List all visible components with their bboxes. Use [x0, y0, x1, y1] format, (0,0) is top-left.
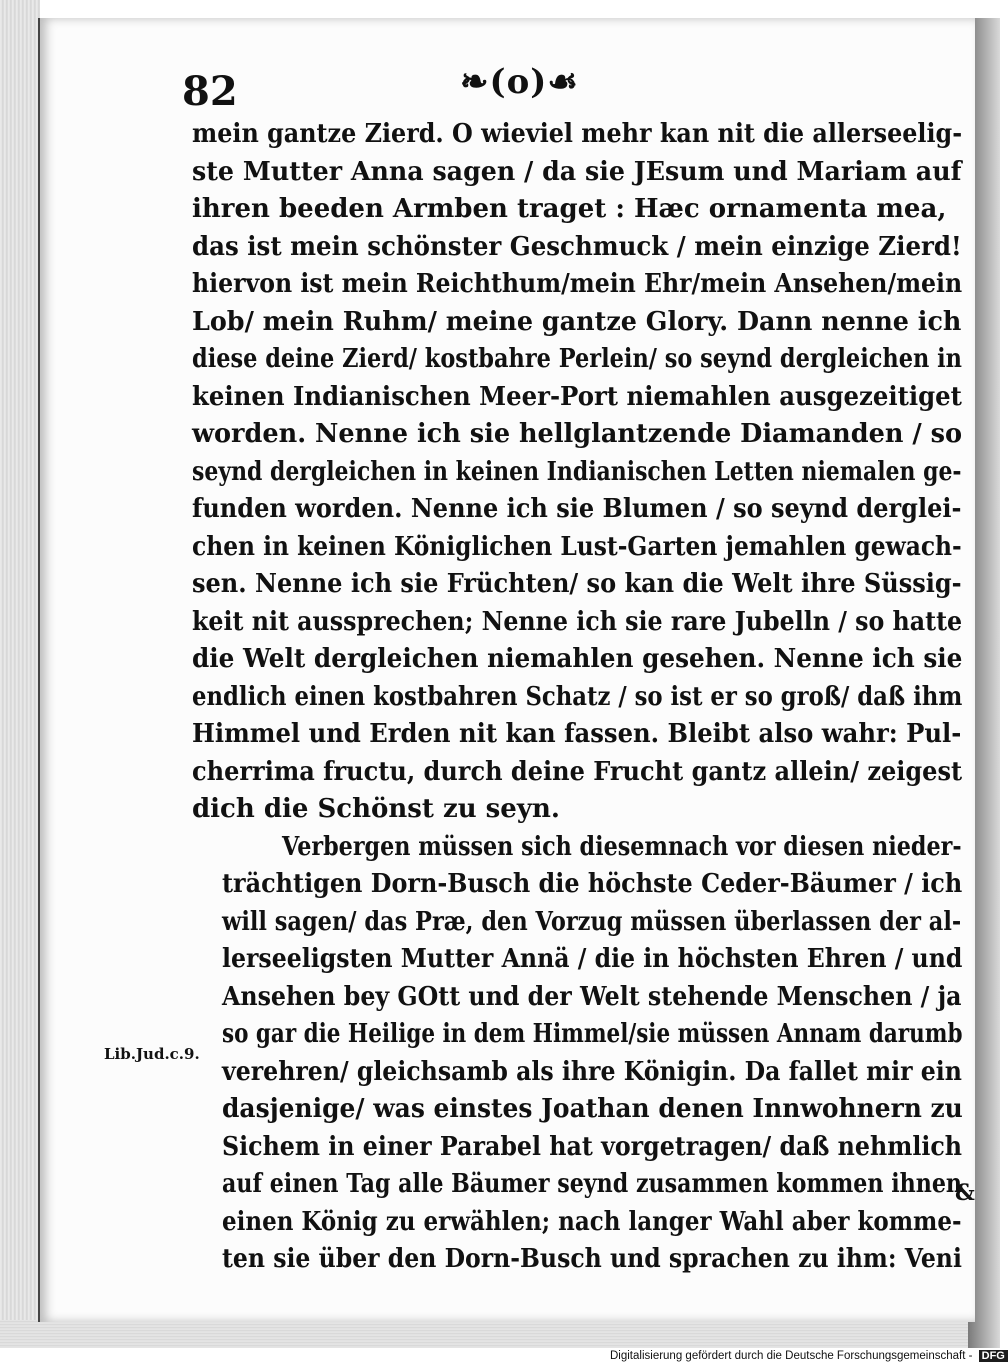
text-line: das ist mein schönster Geschmuck / mein einzige Zierd!: [192, 231, 962, 262]
text-line: Sichem in einer Parabel hat vorgetragen/ daß nehmlich: [222, 1131, 963, 1162]
catchword: &: [955, 1180, 975, 1206]
book-bottom-edges: [0, 1320, 980, 1348]
text-line: Ansehen bey GOtt und der Welt stehende Menschen / ja: [222, 981, 962, 1012]
text-line: keinen Indianischen Meer-Port niemahlen ausgezeitiget: [192, 381, 962, 412]
text-line: ten sie über den Dorn-Busch und sprachen zu ihm: Veni: [222, 1244, 962, 1274]
page-text: [192, 116, 962, 1279]
text-line: keit nit aussprechen; Nenne ich sie rare Jubelln / so hatte: [192, 606, 963, 637]
text-line: funden worden. Nenne ich sie Blumen / so seynd derglei-: [192, 494, 962, 524]
text-line: seynd dergleichen in keinen Indianischen Letten niemalen ge-: [192, 456, 962, 487]
text-line: ihren beeden Armben traget : Hæc ornamenta mea,: [192, 194, 947, 224]
text-line: worden. Nenne ich sie hellglantzende Diamanden / so: [192, 419, 963, 449]
book-page-edges: [0, 0, 40, 1345]
text-line: Himmel und Erden nit kan fassen. Bleibt also wahr: Pul-: [192, 719, 962, 749]
text-line: lerseeligsten Mutter Annä / die in höchsten Ehren / und: [222, 944, 963, 974]
text-line: Verbergen müssen sich diesemnach vor diesen nieder-: [282, 831, 962, 862]
text-line: diese deine Zierd/ kostbahre Perlein/ so seynd dergleichen in: [192, 344, 962, 374]
text-line: auf einen Tag alle Bäumer seynd zusammen kommen ihnen: [222, 1169, 963, 1199]
text-line: trächtigen Dorn-Busch die höchste Ceder-Bäumer / ich: [222, 869, 963, 899]
margin-note: Lib.Jud.c.9.: [104, 1045, 200, 1063]
text-line: hiervon ist mein Reichthum/mein Ehr/mein Ansehen/mein: [192, 269, 963, 299]
text-line: cherrima fructu, durch deine Frucht gantz allein/ zeigest: [192, 756, 963, 787]
text-line: so gar die Heilige in dem Himmel/sie müssen Annam darumb: [222, 1019, 963, 1049]
text-line: verehren/ gleichsamb als ihre Königin. Da fallet mir ein: [222, 1056, 962, 1087]
text-line: Lob/ mein Ruhm/ meine gantze Glory. Dann nenne ich: [192, 306, 962, 337]
text-line: mein gantze Zierd. O wieviel mehr kan nit die allerseelig-: [192, 119, 963, 149]
page-number: 82: [182, 68, 238, 115]
footer-text: Digitalisierung gefördert durch die Deutsche Forschungsgemeinschaft -: [610, 1350, 973, 1362]
dfg-logo: DFG: [979, 1350, 1008, 1362]
text-line: einen König zu erwählen; nach langer Wahl aber komme-: [222, 1206, 962, 1237]
text-line: endlich einen kostbahren Schatz / so ist er so groß/ daß ihm: [192, 681, 963, 712]
text-line: ste Mutter Anna sagen / da sie JEsum und Mariam auf: [192, 156, 962, 187]
text-line: will sagen/ das Præ, den Vorzug müssen überlassen der al-: [222, 906, 962, 937]
text-line: dich die Schönst zu seyn.: [192, 794, 560, 824]
text-line: chen in keinen Königlichen Lust-Garten jemahlen gewach-: [192, 531, 962, 562]
text-line: die Welt dergleichen niemahlen gesehen. Nenne ich sie: [192, 644, 963, 674]
text-line: sen. Nenne ich sie Früchten/ so kan die Welt ihre Süssig-: [192, 569, 962, 599]
text-line: dasjenige/ was einstes Joathan denen Innwohnern zu: [222, 1094, 963, 1124]
footer-credit: [610, 1350, 1005, 1370]
header-ornament: ❧(o)☙: [460, 62, 579, 102]
